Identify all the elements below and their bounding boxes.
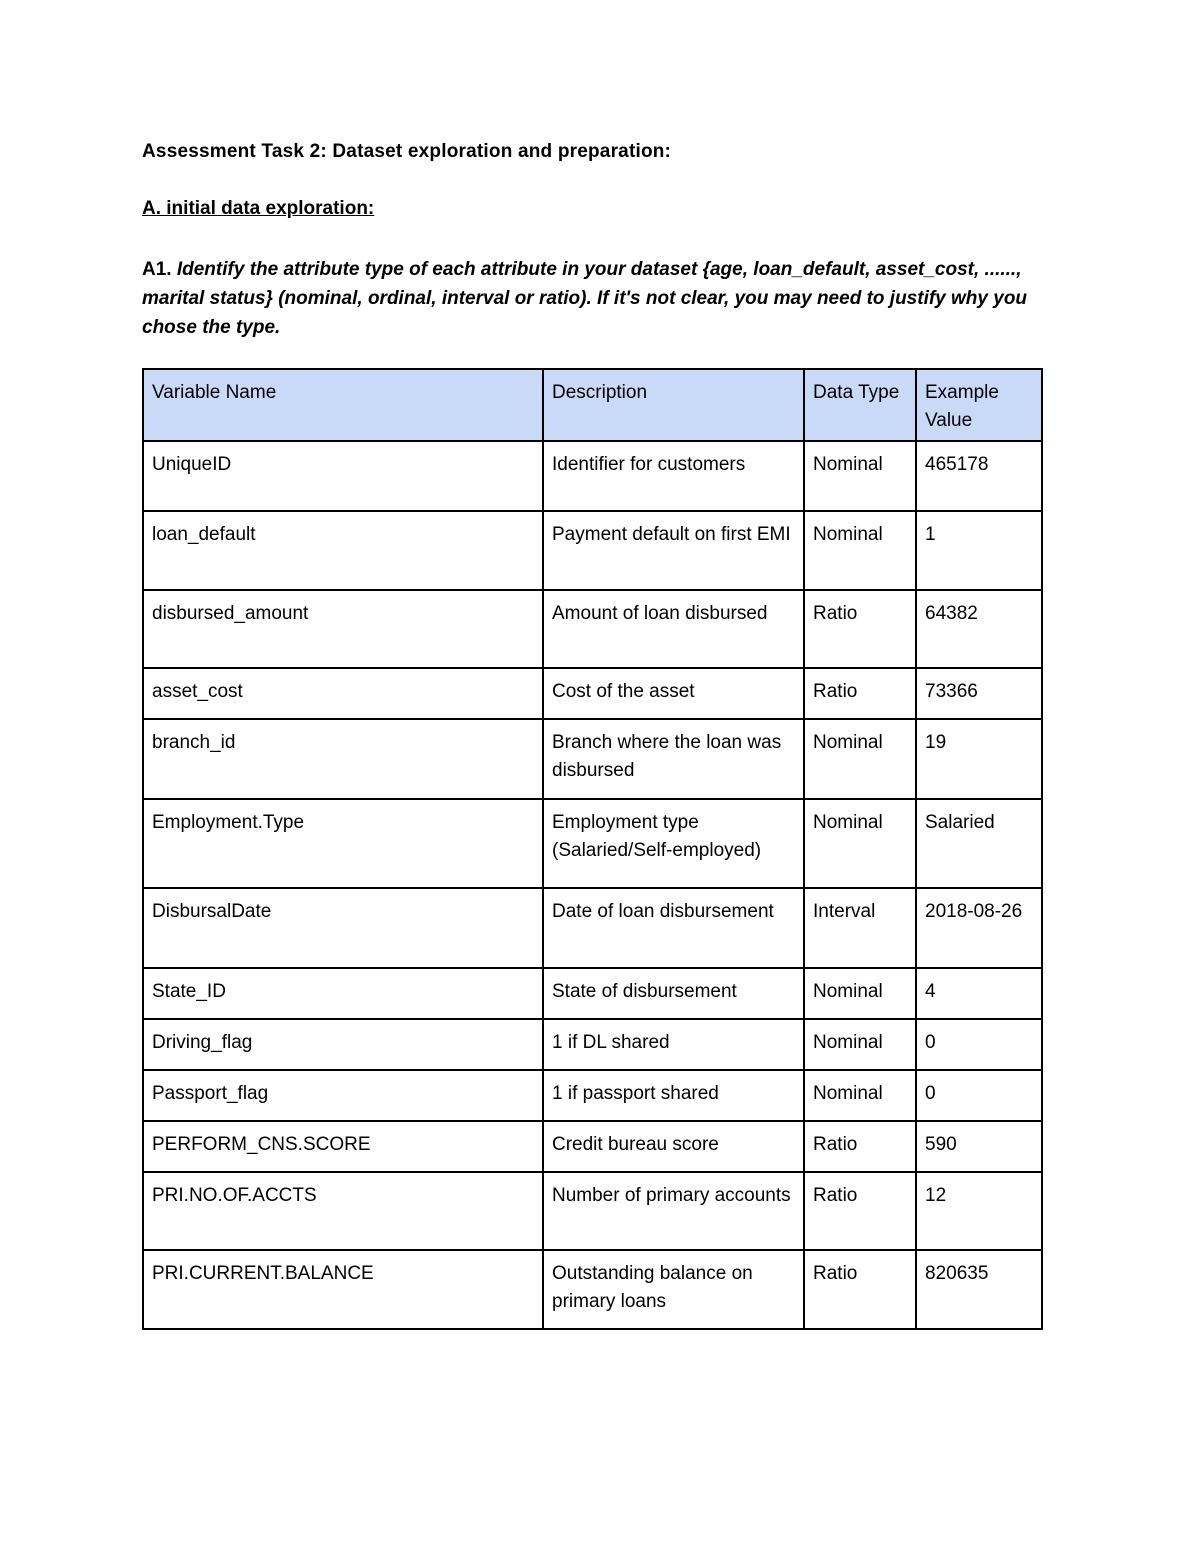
- cell-description: Credit bureau score: [543, 1121, 804, 1172]
- cell-description: Identifier for customers: [543, 441, 804, 511]
- table-row: [143, 668, 1042, 719]
- cell-data-type: Nominal: [804, 1019, 916, 1070]
- attribute-table: [142, 368, 1043, 1330]
- cell-variable-name: Employment.Type: [143, 799, 543, 888]
- cell-description: Branch where the loan was disbursed: [543, 719, 804, 799]
- cell-variable-name: PRI.NO.OF.ACCTS: [143, 1172, 543, 1250]
- cell-example-value: 19: [916, 719, 1042, 799]
- cell-data-type: Nominal: [804, 968, 916, 1019]
- table-row: [143, 441, 1042, 511]
- question-text: Identify the attribute type of each attribute in your dataset {age, loan_default, asset_cost, ......, marital status} (nominal, ordinal, interval or ratio). If it's not clear, you may need to justify why you chose the type.: [142, 259, 1028, 338]
- cell-example-value: 590: [916, 1121, 1042, 1172]
- cell-description: Employment type (Salaried/Self-employed): [543, 799, 804, 888]
- table-row: [143, 968, 1042, 1019]
- cell-example-value: 0: [916, 1019, 1042, 1070]
- cell-example-value: 465178: [916, 441, 1042, 511]
- cell-data-type: Interval: [804, 888, 916, 968]
- table-row: [143, 1070, 1042, 1121]
- question-number: A1.: [142, 259, 172, 280]
- cell-variable-name: State_ID: [143, 968, 543, 1019]
- cell-variable-name: Driving_flag: [143, 1019, 543, 1070]
- header-data-type: Data Type: [804, 369, 916, 441]
- table-row: [143, 799, 1042, 888]
- table-row: [143, 1121, 1042, 1172]
- cell-data-type: Ratio: [804, 1250, 916, 1329]
- cell-data-type: Ratio: [804, 1172, 916, 1250]
- header-variable-name: Variable Name: [143, 369, 543, 441]
- cell-description: 1 if DL shared: [543, 1019, 804, 1070]
- cell-description: Number of primary accounts: [543, 1172, 804, 1250]
- table-row: [143, 1172, 1042, 1250]
- cell-description: Payment default on first EMI: [543, 511, 804, 590]
- cell-variable-name: UniqueID: [143, 441, 543, 511]
- cell-data-type: Nominal: [804, 1070, 916, 1121]
- cell-description: 1 if passport shared: [543, 1070, 804, 1121]
- document-title: Assessment Task 2: Dataset exploration and preparation:: [142, 141, 672, 162]
- cell-variable-name: loan_default: [143, 511, 543, 590]
- question-a1: [142, 255, 1037, 342]
- table-row: [143, 1019, 1042, 1070]
- cell-data-type: Nominal: [804, 799, 916, 888]
- cell-variable-name: branch_id: [143, 719, 543, 799]
- cell-data-type: Ratio: [804, 590, 916, 668]
- cell-example-value: 0: [916, 1070, 1042, 1121]
- cell-variable-name: DisbursalDate: [143, 888, 543, 968]
- cell-data-type: Ratio: [804, 668, 916, 719]
- cell-example-value: 12: [916, 1172, 1042, 1250]
- cell-description: State of disbursement: [543, 968, 804, 1019]
- section-heading: A. initial data exploration:: [142, 198, 375, 219]
- cell-description: Cost of the asset: [543, 668, 804, 719]
- cell-example-value: 820635: [916, 1250, 1042, 1329]
- cell-description: Date of loan disbursement: [543, 888, 804, 968]
- cell-data-type: Ratio: [804, 1121, 916, 1172]
- table-row: [143, 1250, 1042, 1329]
- cell-example-value: 64382: [916, 590, 1042, 668]
- table-row: [143, 511, 1042, 590]
- cell-example-value: 1: [916, 511, 1042, 590]
- cell-variable-name: asset_cost: [143, 668, 543, 719]
- cell-description: Outstanding balance on primary loans: [543, 1250, 804, 1329]
- table-header-row: [143, 369, 1042, 441]
- cell-variable-name: PERFORM_CNS.SCORE: [143, 1121, 543, 1172]
- cell-data-type: Nominal: [804, 719, 916, 799]
- header-example-value: Example Value: [916, 369, 1042, 441]
- cell-data-type: Nominal: [804, 441, 916, 511]
- cell-example-value: 4: [916, 968, 1042, 1019]
- table-row: [143, 888, 1042, 968]
- cell-data-type: Nominal: [804, 511, 916, 590]
- cell-example-value: 73366: [916, 668, 1042, 719]
- table-row: [143, 590, 1042, 668]
- cell-example-value: Salaried: [916, 799, 1042, 888]
- header-description: Description: [543, 369, 804, 441]
- cell-variable-name: PRI.CURRENT.BALANCE: [143, 1250, 543, 1329]
- table-row: [143, 719, 1042, 799]
- cell-variable-name: disbursed_amount: [143, 590, 543, 668]
- cell-example-value: 2018-08-26: [916, 888, 1042, 968]
- cell-description: Amount of loan disbursed: [543, 590, 804, 668]
- cell-variable-name: Passport_flag: [143, 1070, 543, 1121]
